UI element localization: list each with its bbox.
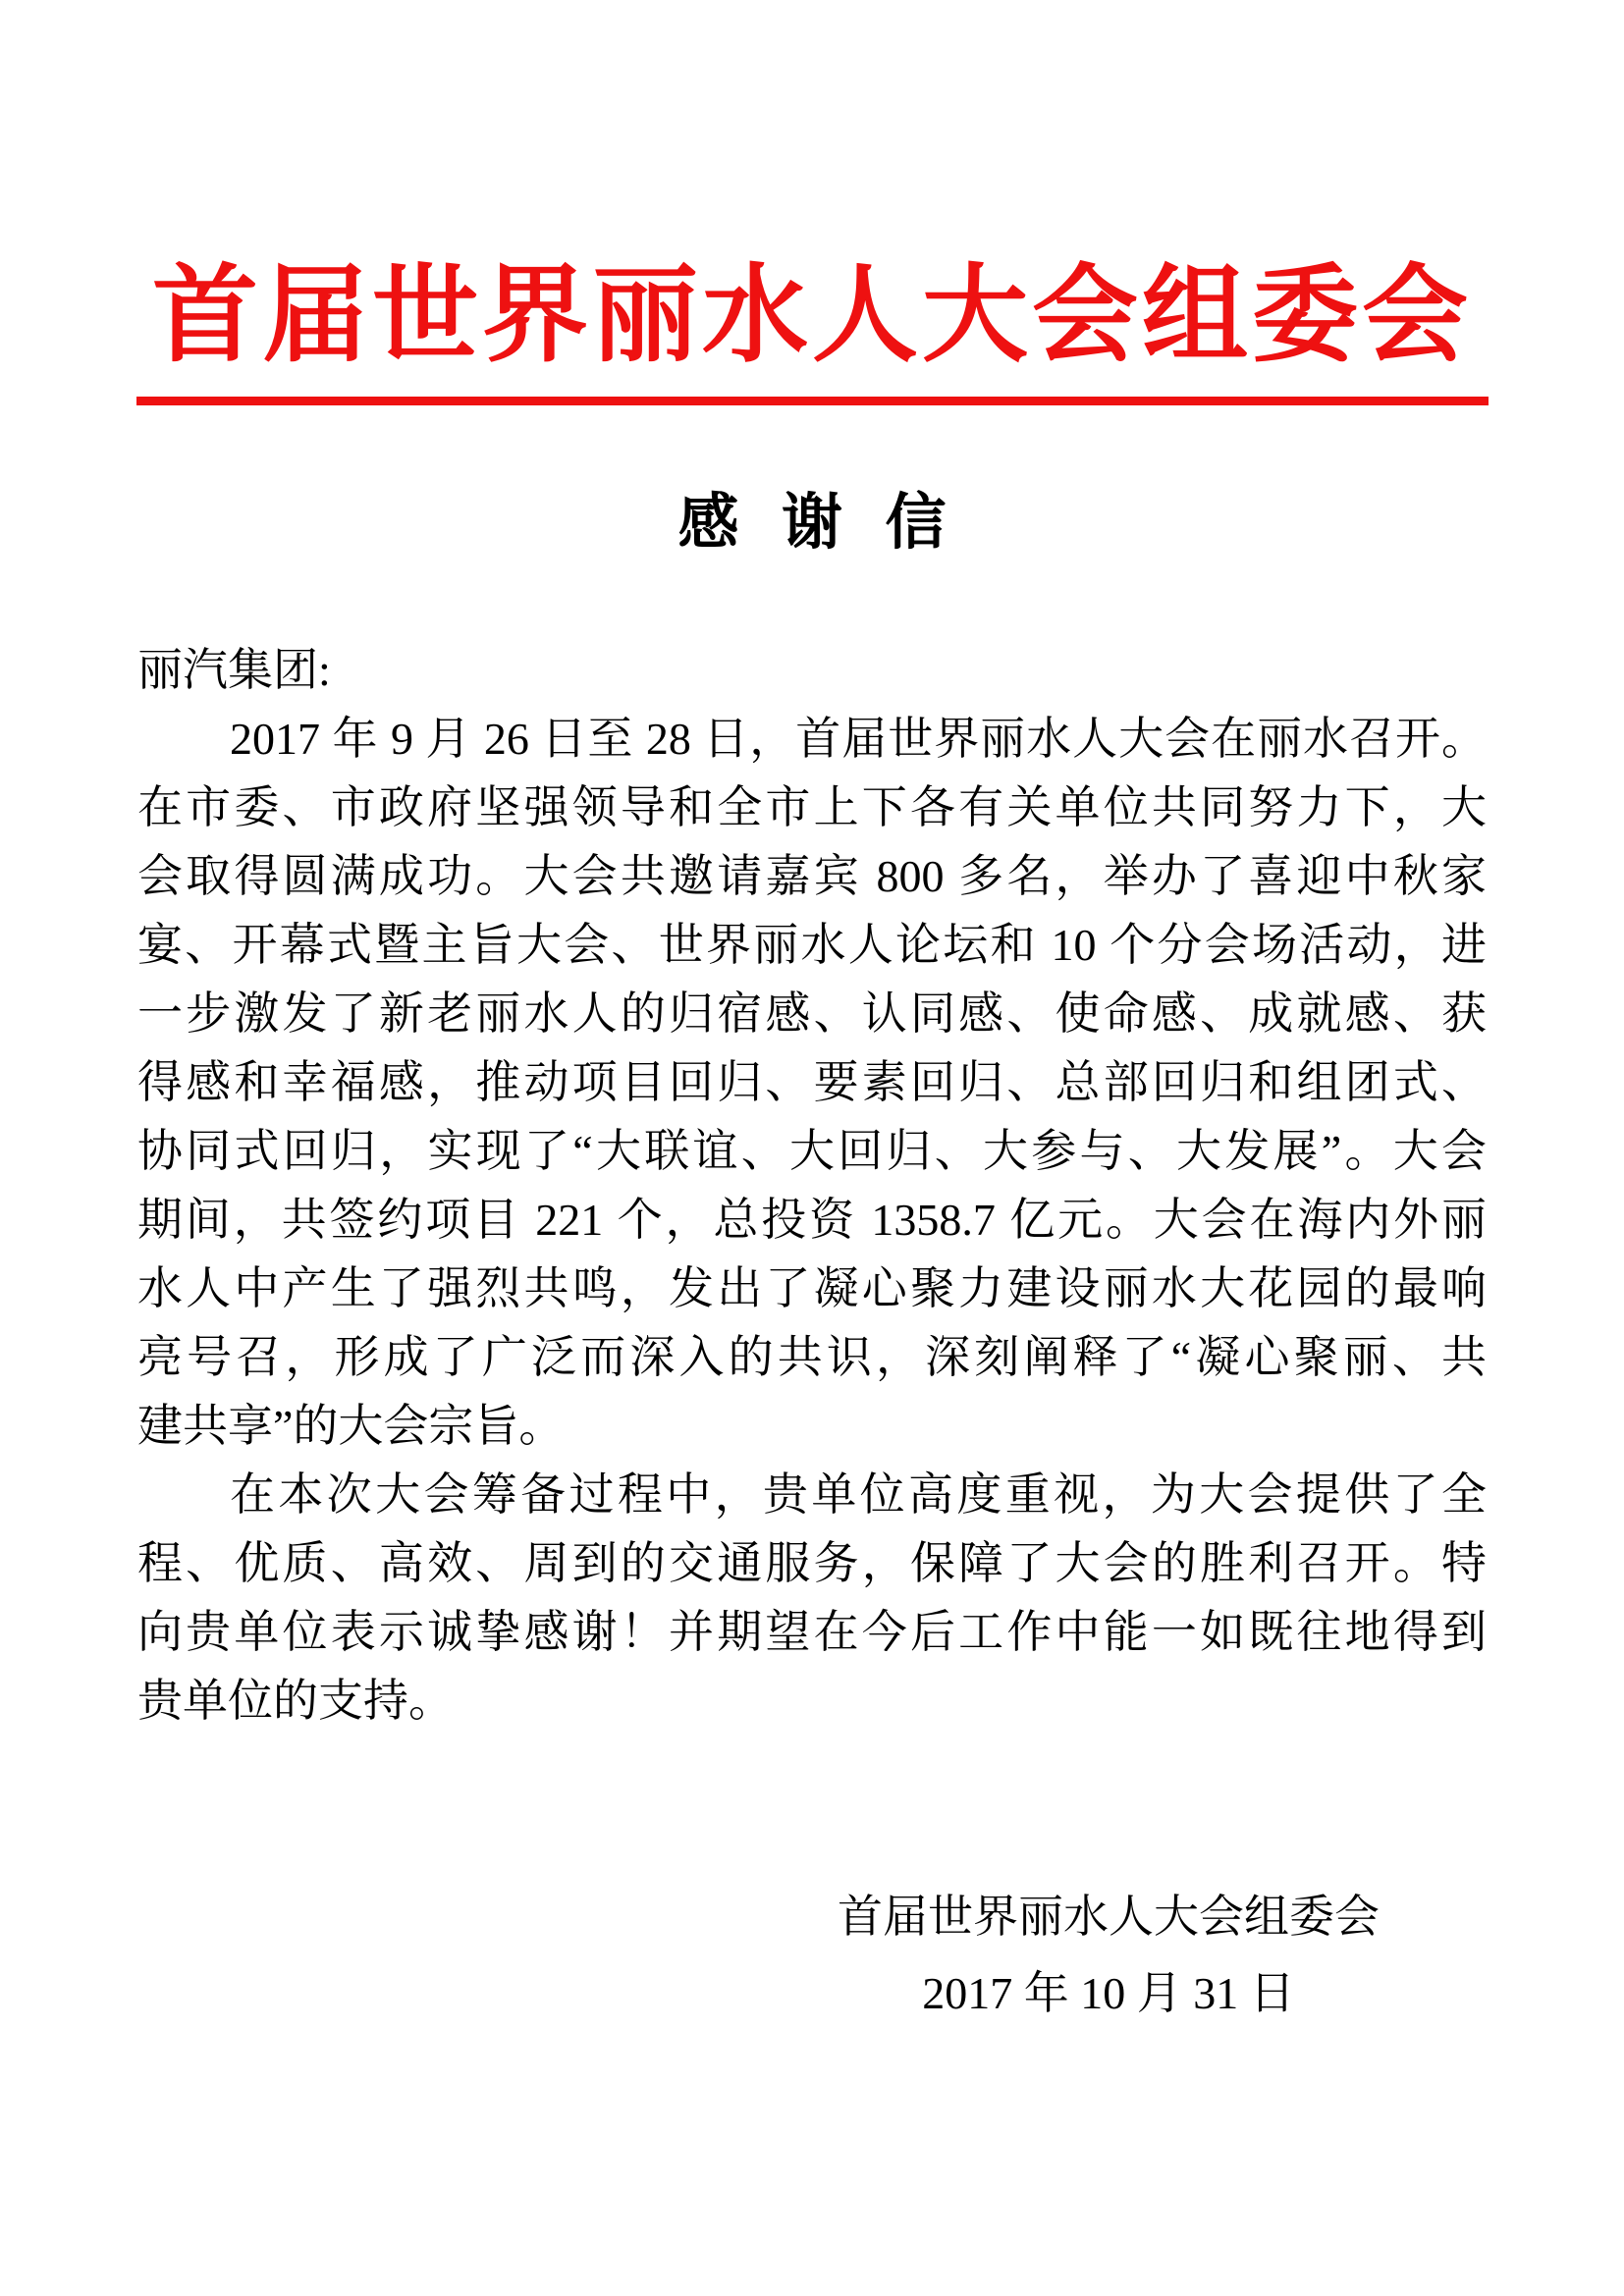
paragraph-line: 在市委、市政府坚强领导和全市上下各有关单位共同努力下，大 <box>137 782 1487 833</box>
paragraph <box>137 705 1487 1461</box>
paragraph-line: 向贵单位表示诚挚感谢！并期望在今后工作中能一如既往地得到 <box>137 1607 1487 1658</box>
letter-title: 感 谢 信 <box>677 489 960 557</box>
signature-block <box>834 1879 1383 2032</box>
paragraph-line: 贵单位的支持。 <box>137 1676 454 1727</box>
paragraph-line: 协同式回归，实现了“大联谊、大回归、大参与、大发展”。大会 <box>137 1126 1487 1177</box>
paragraph-line: 得感和幸福感，推动项目回归、要素回归、总部回归和组团式、 <box>137 1057 1487 1108</box>
paragraph-line: 建共享”的大会宗旨。 <box>137 1401 565 1452</box>
paragraph-line: 期间，共签约项目 221 个，总投资 1358.7 亿元。大会在海内外丽 <box>137 1195 1487 1246</box>
letterhead-title: 首届世界丽水人大会组委会 <box>151 258 1472 375</box>
signature-name: 首届世界丽水人大会组委会 <box>838 1892 1380 1943</box>
paragraph <box>137 1461 1487 1735</box>
paragraph-line: 在本次大会筹备过程中，贵单位高度重视，为大会提供了全 <box>230 1469 1487 1521</box>
paragraph-line: 程、优质、高效、周到的交通服务，保障了大会的胜利召开。特 <box>137 1538 1487 1589</box>
paragraph-line: 会取得圆满成功。大会共邀请嘉宾 800 多名，举办了喜迎中秋家 <box>137 851 1487 902</box>
paragraph-line: 一步激发了新老丽水人的归宿感、认同感、使命感、成就感、获 <box>137 988 1487 1040</box>
letter-body <box>137 636 1487 1735</box>
paragraph-line: 宴、开幕式暨主旨大会、世界丽水人论坛和 10 个分会场活动，进 <box>137 920 1487 971</box>
paragraph-line: 亮号召，形成了广泛而深入的共识，深刻阐释了“凝心聚丽、共 <box>137 1332 1487 1383</box>
signature-date: 2017 年 10 月 31 日 <box>922 1968 1295 2019</box>
paragraph-line: 水人中产生了强烈共鸣，发出了凝心聚力建设丽水大花园的最响 <box>137 1263 1487 1314</box>
salutation: 丽汽集团: <box>137 645 331 696</box>
letterhead-rule <box>136 397 1489 405</box>
paragraph-line: 2017 年 9 月 26 日至 28 日，首届世界丽水人大会在丽水召开。 <box>230 714 1487 765</box>
